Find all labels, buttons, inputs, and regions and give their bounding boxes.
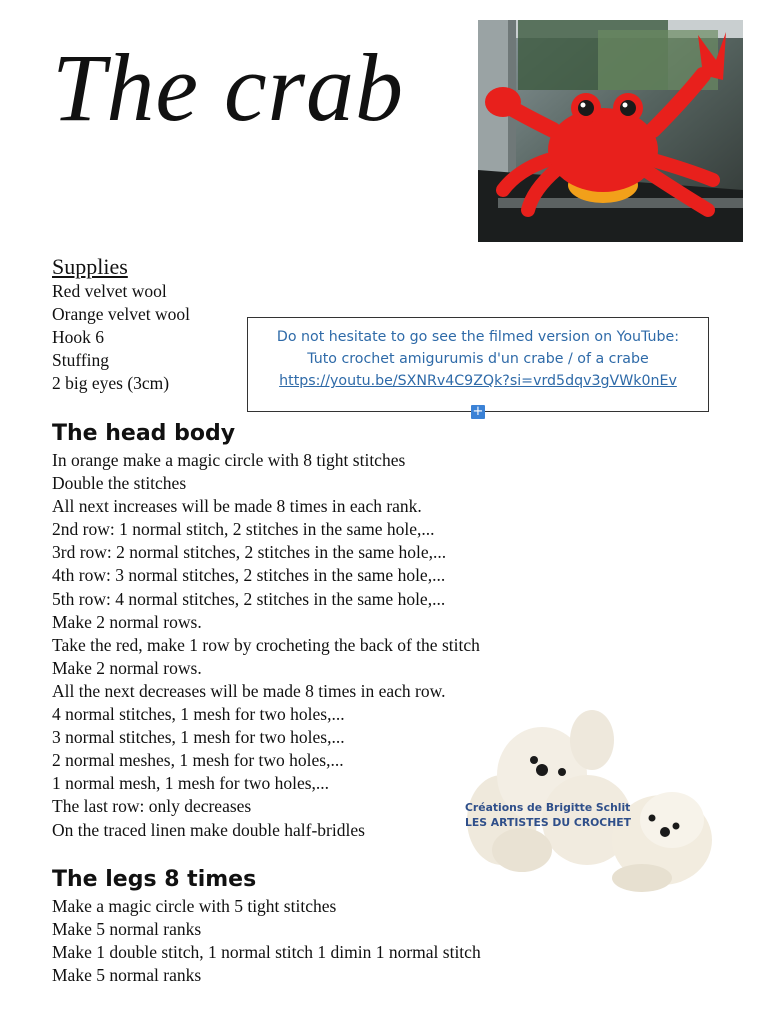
instruction-line: 3 normal stitches, 1 mesh for two holes,...: [52, 727, 345, 748]
instruction-line: On the traced linen make double half-bridles: [52, 819, 365, 840]
supplies-list: [52, 280, 190, 395]
instruction-line: 4 normal stitches, 1 mesh for two holes,...: [52, 704, 345, 725]
instruction-line: The last row: only decreases: [52, 796, 252, 817]
head-body-instructions: [52, 449, 480, 842]
instruction-line: Make 2 normal rows.: [52, 611, 202, 632]
instruction-line: In orange make a magic circle with 8 tight stitches: [52, 450, 406, 470]
supply-item: 2 big eyes (3cm): [52, 373, 170, 394]
instruction-line: 4th row: 3 normal stitches, 2 stitches in the same hole,...: [52, 565, 446, 586]
supply-item: Hook 6: [52, 327, 105, 348]
legs-heading: The legs 8 times: [52, 867, 257, 892]
notice-line: Do not hesitate to go see the filmed version on YouTube:: [276, 329, 680, 345]
instruction-line: Make 5 normal ranks: [52, 965, 202, 986]
instruction-line: 2 normal meshes, 1 mesh for two holes,...: [52, 750, 344, 771]
supply-item: Red velvet wool: [52, 281, 167, 301]
instruction-line: 3rd row: 2 normal stitches, 2 stitches in the same hole,...: [52, 542, 447, 563]
instruction-line: All next increases will be made 8 times in each rank.: [52, 496, 422, 517]
instruction-line: Make a magic circle with 5 tight stitches: [52, 896, 337, 916]
youtube-notice: [247, 317, 709, 412]
watermark-line: Créations de Brigitte Schlit: [465, 801, 631, 814]
watermark-line: LES ARTISTES DU CROCHET: [465, 816, 632, 829]
instruction-line: All the next decreases will be made 8 times in each row.: [52, 680, 446, 701]
supply-item: Stuffing: [52, 350, 110, 371]
instruction-line: 2nd row: 1 normal stitch, 2 stitches in the same hole,...: [52, 519, 435, 540]
instruction-line: 5th row: 4 normal stitches, 2 stitches in the same hole,...: [52, 588, 446, 609]
instruction-line: Make 2 normal rows.: [52, 657, 202, 678]
instruction-line: Make 1 double stitch, 1 normal stitch 1 dimin 1 normal stitch: [52, 942, 481, 963]
youtube-link[interactable]: https://youtu.be/SXNRv4C9ZQk?si=vrd5dqv3gVWk0nEv: [279, 373, 677, 389]
instruction-line: Make 5 normal ranks: [52, 919, 202, 940]
supplies-heading: Supplies: [52, 254, 128, 279]
crab-photo: [478, 20, 743, 242]
notice-line: Tuto crochet amigurumis d'un crabe / of a crabe: [307, 351, 649, 367]
legs-instructions: [52, 895, 481, 987]
instruction-line: 1 normal mesh, 1 mesh for two holes,...: [52, 773, 330, 794]
add-content-button[interactable]: +: [472, 404, 484, 419]
dogs-photo: [462, 700, 724, 898]
head-body-heading: The head body: [52, 421, 236, 446]
page-title: The crab: [52, 34, 404, 141]
instruction-line: Double the stitches: [52, 473, 187, 494]
instruction-line: Take the red, make 1 row by crocheting the back of the stitch: [52, 634, 480, 655]
supply-item: Orange velvet wool: [52, 304, 191, 325]
